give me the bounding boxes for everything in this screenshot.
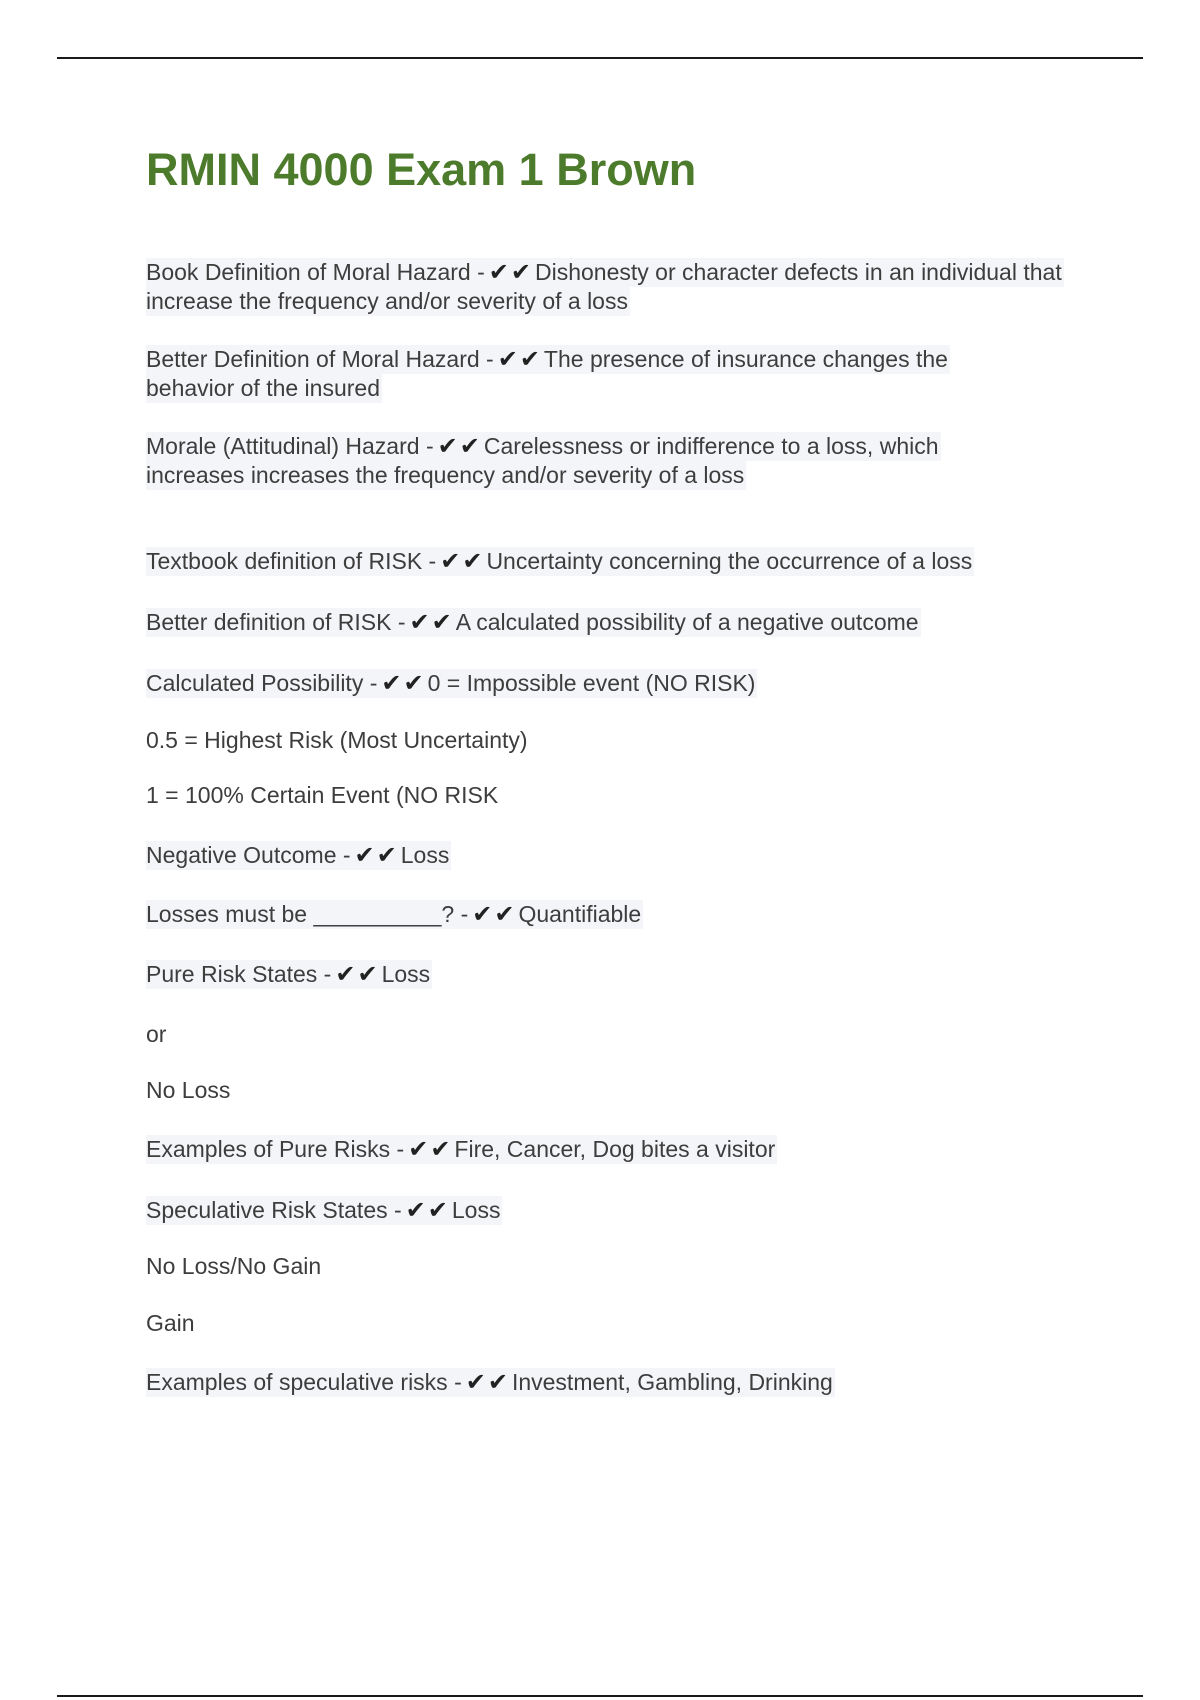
double-check-icon: ✔✔ <box>405 1196 450 1224</box>
card-definition: 0 = Impossible event (NO RISK) <box>427 670 756 696</box>
double-check-icon: ✔✔ <box>488 258 533 286</box>
double-check-icon: ✔✔ <box>354 841 399 869</box>
double-check-icon: ✔✔ <box>437 432 482 460</box>
card-definition: Carelessness or indifference to a loss, which increases increases the frequency and/or severity of a loss <box>146 433 939 488</box>
double-check-icon: ✔✔ <box>335 960 380 988</box>
double-check-icon: ✔✔ <box>440 547 485 575</box>
card-definition: Quantifiable <box>518 901 642 927</box>
continuation-line: No Loss/No Gain <box>146 1253 322 1279</box>
flashcard-negative-outcome <box>146 841 451 870</box>
flashcard-better-moral-hazard <box>146 345 1026 403</box>
card-term: Examples of Pure Risks - <box>146 1136 405 1162</box>
double-check-icon: ✔✔ <box>409 608 454 636</box>
double-check-icon: ✔✔ <box>408 1135 453 1163</box>
continuation-line: 0.5 = Highest Risk (Most Uncertainty) <box>146 727 528 753</box>
card-term: Speculative Risk States - <box>146 1197 402 1223</box>
flashcard-examples-speculative-risks <box>146 1368 835 1397</box>
continuation-line: Gain <box>146 1310 195 1336</box>
double-check-icon: ✔✔ <box>497 345 542 373</box>
card-term: Morale (Attitudinal) Hazard - <box>146 433 434 459</box>
card-definition: Loss <box>400 842 450 868</box>
card-definition: Uncertainty concerning the occurrence of a loss <box>486 548 973 574</box>
card-term: Calculated Possibility - <box>146 670 378 696</box>
flashcard-losses-must-be <box>146 900 643 929</box>
card-definition: Loss <box>451 1197 501 1223</box>
card-term: Better Definition of Moral Hazard - <box>146 346 494 372</box>
card-term: Examples of speculative risks - <box>146 1369 462 1395</box>
card-term: Pure Risk States - <box>146 961 332 987</box>
document-title: RMIN 4000 Exam 1 Brown <box>146 144 697 195</box>
continuation-line: 1 = 100% Certain Event (NO RISK <box>146 782 499 808</box>
flashcard-book-moral-hazard <box>146 258 1086 316</box>
double-check-icon: ✔✔ <box>472 900 517 928</box>
card-term: Textbook definition of RISK - <box>146 548 437 574</box>
card-term: Better definition of RISK - <box>146 609 406 635</box>
card-definition: Investment, Gambling, Drinking <box>511 1369 833 1395</box>
bottom-rule <box>57 1695 1143 1697</box>
flashcard-better-risk <box>146 608 921 637</box>
flashcard-calculated-possibility <box>146 669 757 698</box>
flashcard-pure-risk-states <box>146 960 432 989</box>
flashcard-speculative-risk-states <box>146 1196 502 1225</box>
top-rule <box>57 57 1143 59</box>
double-check-icon: ✔✔ <box>381 669 426 697</box>
flashcard-morale-hazard <box>146 432 1021 490</box>
double-check-icon: ✔✔ <box>465 1368 510 1396</box>
continuation-line: or <box>146 1021 167 1047</box>
flashcard-examples-pure-risks <box>146 1135 777 1164</box>
continuation-line: No Loss <box>146 1077 231 1103</box>
card-term: Losses must be __________? - <box>146 901 469 927</box>
card-term: Book Definition of Moral Hazard - <box>146 259 485 285</box>
card-definition: Loss <box>381 961 431 987</box>
card-term: Negative Outcome - <box>146 842 351 868</box>
card-definition: A calculated possibility of a negative outcome <box>455 609 919 635</box>
card-definition: Dishonesty or character defects in an individual that increase the frequency and/or severity of a loss <box>146 259 1062 314</box>
flashcard-textbook-risk <box>146 547 974 576</box>
card-definition: Fire, Cancer, Dog bites a visitor <box>454 1136 776 1162</box>
card-definition: The presence of insurance changes the behavior of the insured <box>146 346 948 401</box>
